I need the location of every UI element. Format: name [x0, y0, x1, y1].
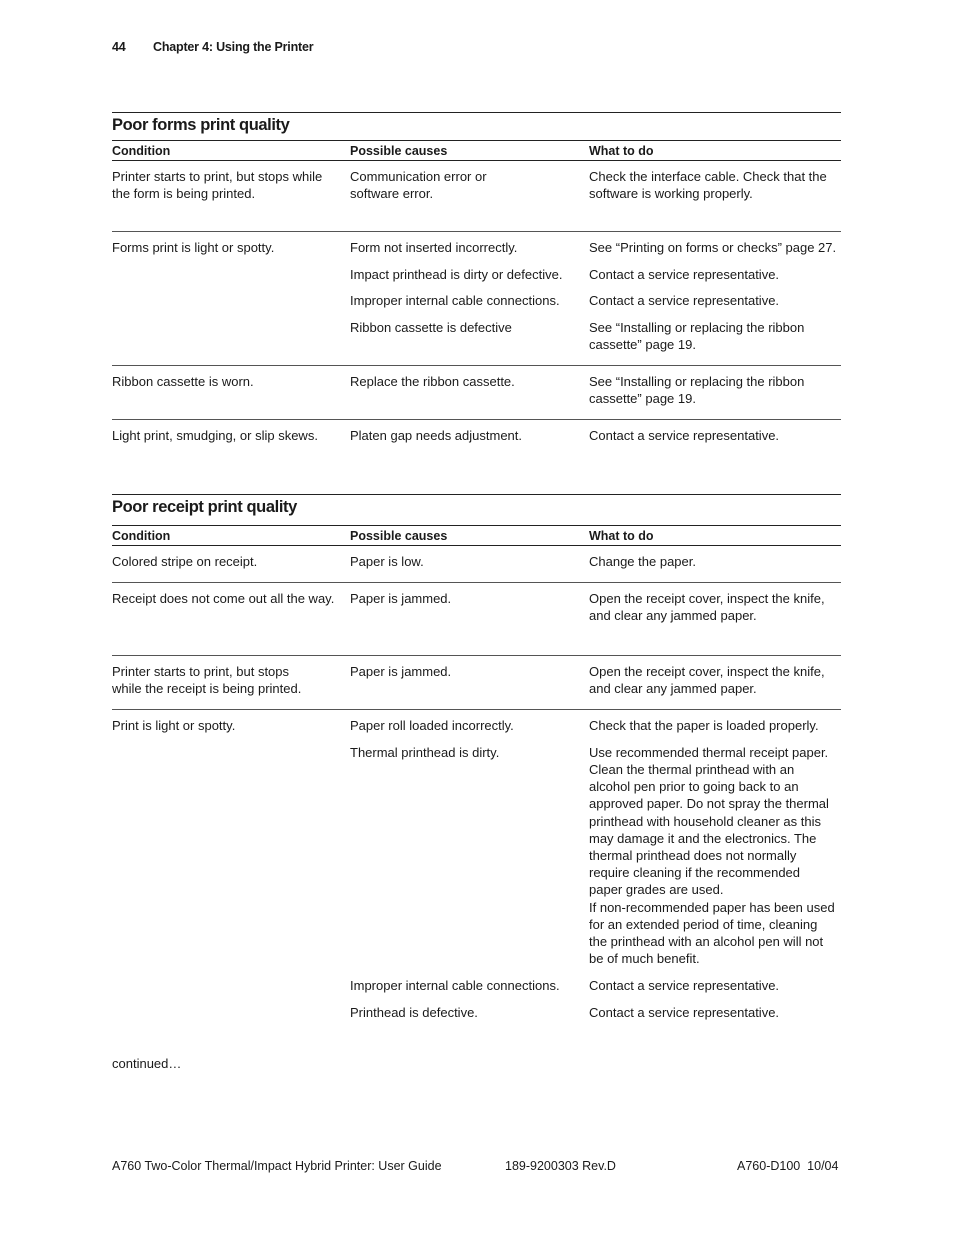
cause-cell: Communication error or software error. [350, 169, 487, 202]
table-row [112, 656, 841, 710]
action-cell: Check the interface cable. Check that the software is working properly. [589, 169, 827, 202]
cause-cell: Improper internal cable connections. [350, 977, 560, 993]
table-row [112, 583, 841, 656]
action-cell: Check that the paper is loaded properly. [589, 718, 819, 733]
cause-cell: Paper is low. [350, 554, 424, 569]
condition-cell: Colored stripe on receipt. [112, 554, 258, 569]
condition-cell: Print is light or spotty. [112, 718, 236, 733]
chapter-title: Chapter 4: Using the Printer [153, 40, 314, 54]
action-cell: Open the receipt cover, inspect the knife, and clear any jammed paper. [589, 664, 825, 697]
column-header-causes: Possible causes [350, 528, 448, 543]
receipt-section [112, 494, 841, 1030]
table-row [112, 366, 841, 420]
condition-cell: Printer starts to print, but stops while the form is being printed. [112, 169, 323, 202]
footer-title: A760 Two-Color Thermal/Impact Hybrid Printer: User Guide [112, 1159, 442, 1173]
cause-cell: Improper internal cable connections. [350, 293, 560, 309]
condition-cell: Printer starts to print, but stops while the receipt is being printed. [112, 664, 302, 697]
section-title: Poor receipt print quality [112, 494, 841, 522]
action-cell: Contact a service representative. [589, 266, 780, 282]
page-number: 44 [112, 40, 126, 54]
table-row [112, 161, 841, 232]
footer-part-number: 189-9200303 Rev.D [505, 1159, 616, 1173]
forms-section [112, 112, 841, 460]
section-title: Poor forms print quality [112, 112, 841, 140]
column-header-action: What to do [589, 143, 654, 158]
cause-cell: Platen gap needs adjustment. [350, 428, 523, 443]
table-header [112, 525, 841, 546]
page-header [112, 40, 313, 54]
table-row [112, 546, 841, 583]
cause-cell: Thermal printhead is dirty. [350, 744, 500, 760]
cause-cell: Impact printhead is dirty or defective. [350, 266, 563, 282]
condition-cell: Forms print is light or spotty. [112, 240, 275, 255]
cause-cell: Paper roll loaded incorrectly. [350, 718, 514, 733]
action-cell: See “Installing or replacing the ribbon cassette” page 19. [589, 374, 805, 407]
condition-cell: Light print, smudging, or slip skews. [112, 428, 318, 443]
column-header-condition: Condition [112, 528, 171, 543]
column-header-causes: Possible causes [350, 143, 448, 158]
cause-cell: Paper is jammed. [350, 591, 452, 606]
cause-cell: Ribbon cassette is defective [350, 320, 512, 336]
column-header-action: What to do [589, 528, 654, 543]
action-cell: Contact a service representative. [589, 1004, 780, 1020]
cause-cell: Paper is jammed. [350, 664, 452, 679]
footer-doc-code: A760-D100 10/04 [737, 1159, 839, 1173]
table-header [112, 140, 841, 161]
action-cell: Contact a service representative. [589, 977, 780, 993]
action-cell: Open the receipt cover, inspect the knife, and clear any jammed paper. [589, 591, 825, 624]
cause-cell: Replace the ribbon cassette. [350, 374, 515, 389]
table-row [112, 232, 841, 366]
action-cell: See “Printing on forms or checks” page 27. [589, 240, 837, 255]
column-header-condition: Condition [112, 143, 171, 158]
action-cell: Contact a service representative. [589, 293, 780, 309]
action-cell: See “Installing or replacing the ribbon cassette” page 19. [589, 320, 805, 353]
action-cell: Contact a service representative. [589, 428, 780, 443]
cause-cell: Form not inserted incorrectly. [350, 240, 518, 255]
cause-cell: Printhead is defective. [350, 1004, 478, 1020]
continued-note: continued… [112, 1056, 182, 1071]
action-cell: Use recommended thermal receipt paper. Clean the thermal printhead with an alcohol pen prior to going back to an approved paper. Do not spray the thermal printhead with household cleaner as this may damage it and the electronics. The thermal printhead does not normally require cleaning if the recommended paper grades are used. If non-recommended paper has been used for an extended period of time, cleaning the printhead with an alcohol pen will not be of much benefit. [589, 744, 835, 967]
table-row [112, 710, 841, 1030]
table-row [112, 420, 841, 460]
action-cell: Change the paper. [589, 554, 696, 569]
condition-cell: Receipt does not come out all the way. [112, 591, 335, 606]
condition-cell: Ribbon cassette is worn. [112, 374, 254, 389]
